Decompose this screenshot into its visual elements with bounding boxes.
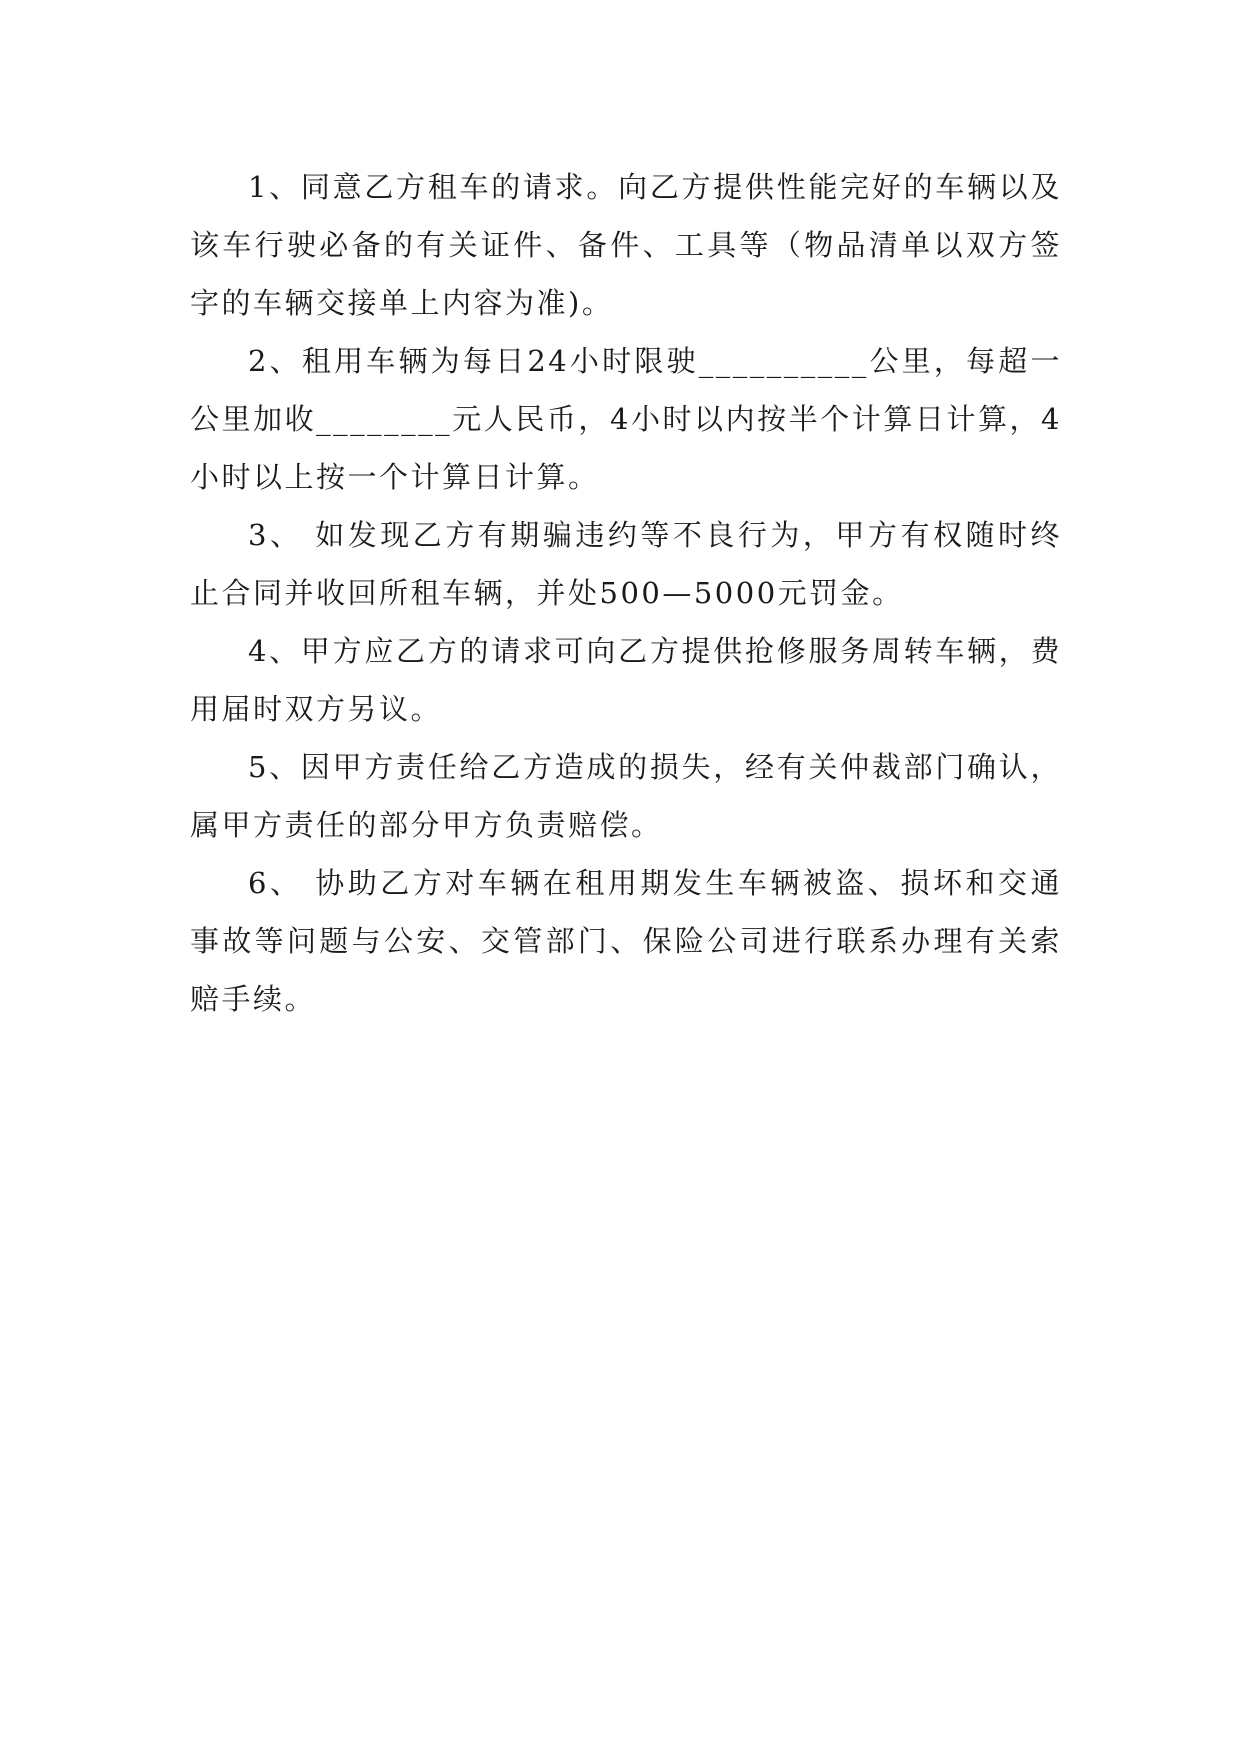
clause-1: 1、同意乙方租车的请求。向乙方提供性能完好的车辆以及该车行驶必备的有关证件、备件、工具等（物品清单以双方签字的车辆交接单上内容为准)。: [190, 170, 1062, 320]
clause-6: 6、 协助乙方对车辆在租用期发生车辆被盗、损坏和交通事故等问题与公安、交管部门、保险公司进行联系办理有关索赔手续。: [190, 866, 1062, 1016]
clause-4: 4、甲方应乙方的请求可向乙方提供抢修服务周转车辆，费用届时双方另议。: [190, 634, 1062, 726]
clause-3: 3、 如发现乙方有期骗违约等不良行为，甲方有权随时终止合同并收回所租车辆，并处500—5000元罚金。: [190, 518, 1062, 610]
clause-2: 2、租用车辆为每日24小时限驶__________公里，每超一公里加收________元人民币，4小时以内按半个计算日计算，4小时以上按一个计算日计算。: [190, 344, 1062, 494]
document-body: [190, 158, 1062, 1028]
clause-5: 5、因甲方责任给乙方造成的损失，经有关仲裁部门确认，属甲方责任的部分甲方负责赔偿。: [190, 750, 1062, 842]
